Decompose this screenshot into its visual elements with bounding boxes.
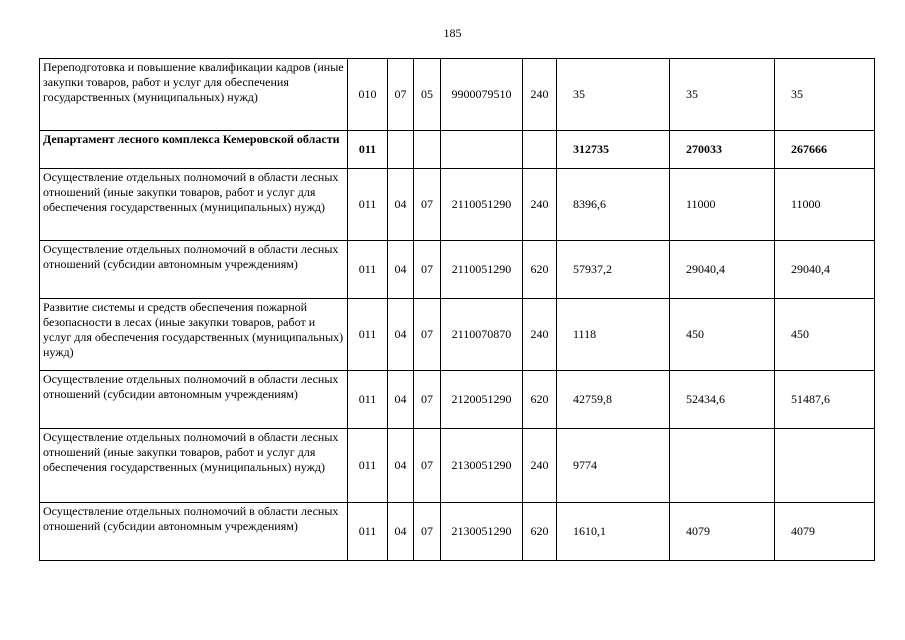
section-code: 07 — [388, 59, 414, 131]
amount-year-1: 57937,2 — [557, 241, 670, 299]
amount-year-2: 29040,4 — [670, 241, 775, 299]
expense-type-code: 620 — [523, 241, 557, 299]
ministry-code: 011 — [348, 299, 388, 371]
amount-year-1: 8396,6 — [557, 169, 670, 241]
amount-year-1: 1610,1 — [557, 503, 670, 561]
row-name: Осуществление отдельных полномочий в области лесных отношений (субсидии автономным учреждениям) — [40, 371, 348, 429]
subsection-code — [414, 131, 441, 169]
expense-type-code: 240 — [523, 429, 557, 503]
expense-type-code: 240 — [523, 169, 557, 241]
section-code: 04 — [388, 429, 414, 503]
section-code — [388, 131, 414, 169]
subsection-code: 07 — [414, 503, 441, 561]
ministry-code: 011 — [348, 241, 388, 299]
section-code: 04 — [388, 241, 414, 299]
page-number: 185 — [443, 26, 462, 40]
subsection-code: 07 — [414, 429, 441, 503]
amount-year-3: 51487,6 — [775, 371, 875, 429]
table-row — [40, 299, 875, 371]
ministry-code: 011 — [348, 169, 388, 241]
row-name: Осуществление отдельных полномочий в области лесных отношений (иные закупки товаров, работ и услуг для обеспечения государственных (муниципальных) нужд) — [40, 169, 348, 241]
amount-year-2: 35 — [670, 59, 775, 131]
amount-year-3: 450 — [775, 299, 875, 371]
target-code: 2120051290 — [441, 371, 523, 429]
subsection-code: 07 — [414, 169, 441, 241]
amount-year-2: 52434,6 — [670, 371, 775, 429]
table-row — [40, 371, 875, 429]
expense-type-code: 620 — [523, 503, 557, 561]
amount-year-1: 1118 — [557, 299, 670, 371]
section-code: 04 — [388, 299, 414, 371]
target-code: 9900079510 — [441, 59, 523, 131]
row-name: Развитие системы и средств обеспечения пожарной безопасности в лесах (иные закупки товаров, работ и услуг для обеспечения государственных (муниципальных) нужд) — [40, 299, 348, 371]
row-name: Переподготовка и повышение квалификации кадров (иные закупки товаров, работ и услуг для обеспечения государственных (муниципальных) нужд) — [40, 59, 348, 131]
ministry-code: 010 — [348, 59, 388, 131]
table-row — [40, 503, 875, 561]
budget-table — [39, 58, 875, 561]
subsection-code: 07 — [414, 241, 441, 299]
table-row — [40, 429, 875, 503]
row-name: Осуществление отдельных полномочий в области лесных отношений (иные закупки товаров, работ и услуг для обеспечения государственных (муниципальных) нужд) — [40, 429, 348, 503]
target-code: 2130051290 — [441, 503, 523, 561]
target-code: 2130051290 — [441, 429, 523, 503]
subsection-code: 07 — [414, 371, 441, 429]
amount-year-1: 9774 — [557, 429, 670, 503]
amount-year-1: 42759,8 — [557, 371, 670, 429]
subsection-code: 05 — [414, 59, 441, 131]
amount-year-2: 4079 — [670, 503, 775, 561]
target-code: 2110051290 — [441, 169, 523, 241]
amount-year-3: 267666 — [775, 131, 875, 169]
amount-year-3: 11000 — [775, 169, 875, 241]
section-code: 04 — [388, 503, 414, 561]
row-name: Осуществление отдельных полномочий в области лесных отношений (субсидии автономным учреждениям) — [40, 503, 348, 561]
expense-type-code — [523, 131, 557, 169]
ministry-code: 011 — [348, 503, 388, 561]
ministry-code: 011 — [348, 371, 388, 429]
expense-type-code: 620 — [523, 371, 557, 429]
amount-year-3: 35 — [775, 59, 875, 131]
expense-type-code: 240 — [523, 299, 557, 371]
amount-year-1: 312735 — [557, 131, 670, 169]
section-code: 04 — [388, 371, 414, 429]
table-row — [40, 131, 875, 169]
subsection-code: 07 — [414, 299, 441, 371]
amount-year-2: 11000 — [670, 169, 775, 241]
amount-year-3: 29040,4 — [775, 241, 875, 299]
amount-year-3 — [775, 429, 875, 503]
amount-year-2: 270033 — [670, 131, 775, 169]
amount-year-1: 35 — [557, 59, 670, 131]
target-code — [441, 131, 523, 169]
ministry-code: 011 — [348, 131, 388, 169]
amount-year-3: 4079 — [775, 503, 875, 561]
expense-type-code: 240 — [523, 59, 557, 131]
amount-year-2: 450 — [670, 299, 775, 371]
section-code: 04 — [388, 169, 414, 241]
ministry-code: 011 — [348, 429, 388, 503]
table-row — [40, 169, 875, 241]
amount-year-2 — [670, 429, 775, 503]
table-row — [40, 59, 875, 131]
target-code: 2110070870 — [441, 299, 523, 371]
target-code: 2110051290 — [441, 241, 523, 299]
table-row — [40, 241, 875, 299]
row-name: Департамент лесного комплекса Кемеровской области — [40, 131, 348, 169]
row-name: Осуществление отдельных полномочий в области лесных отношений (субсидии автономным учреждениям) — [40, 241, 348, 299]
